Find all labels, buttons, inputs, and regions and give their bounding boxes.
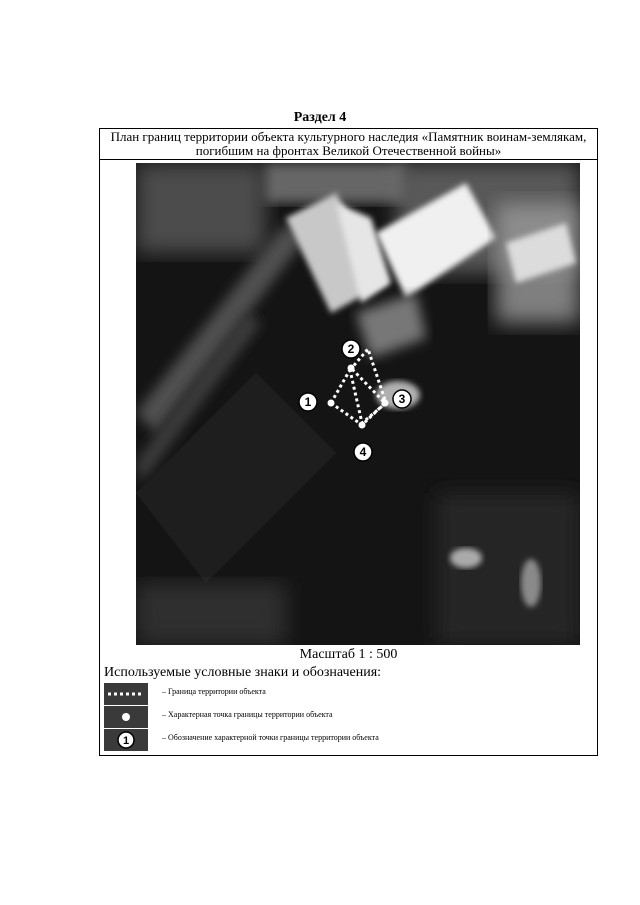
point-label-1: 1 (304, 395, 312, 409)
plan-frame (99, 128, 598, 756)
point-marker-1 (299, 393, 317, 411)
map-svg (136, 163, 580, 645)
boundary-point (359, 422, 366, 429)
boundary-point (348, 365, 355, 372)
point-label-3: 3 (398, 392, 406, 406)
legend-item-label: – Граница территории объекта (162, 687, 266, 696)
plan-title-line-1: План границ территории объекта культурного наследия «Памятник воинам-землякам, (110, 129, 587, 144)
legend-item-label: – Обозначение характерной точки границы территории объекта (162, 733, 379, 742)
point-number-icon (104, 729, 148, 751)
plan-title-line-2: погибшим на фронтах Великой Отечественной войны» (195, 143, 502, 158)
point-number-sample: 1 (122, 735, 130, 747)
boundary-point (382, 400, 389, 407)
point-marker-4 (354, 443, 372, 461)
point-label-2: 2 (347, 342, 355, 356)
point-marker-3 (393, 390, 411, 408)
aerial-map[interactable] (136, 163, 580, 645)
section-title: Раздел 4 (293, 110, 347, 125)
boundary-point-icon (104, 706, 148, 728)
boundary-point (328, 400, 335, 407)
point-marker-2 (342, 340, 360, 358)
legend-item-label: – Характерная точка границы территории объекта (162, 710, 333, 719)
boundary-line-icon (104, 683, 148, 705)
plan-title (100, 129, 597, 160)
legend-title: Используемые условные знаки и обозначения: (104, 665, 382, 680)
point-label-4: 4 (359, 445, 367, 459)
map-scale: Масштаб 1 : 500 (299, 647, 398, 662)
